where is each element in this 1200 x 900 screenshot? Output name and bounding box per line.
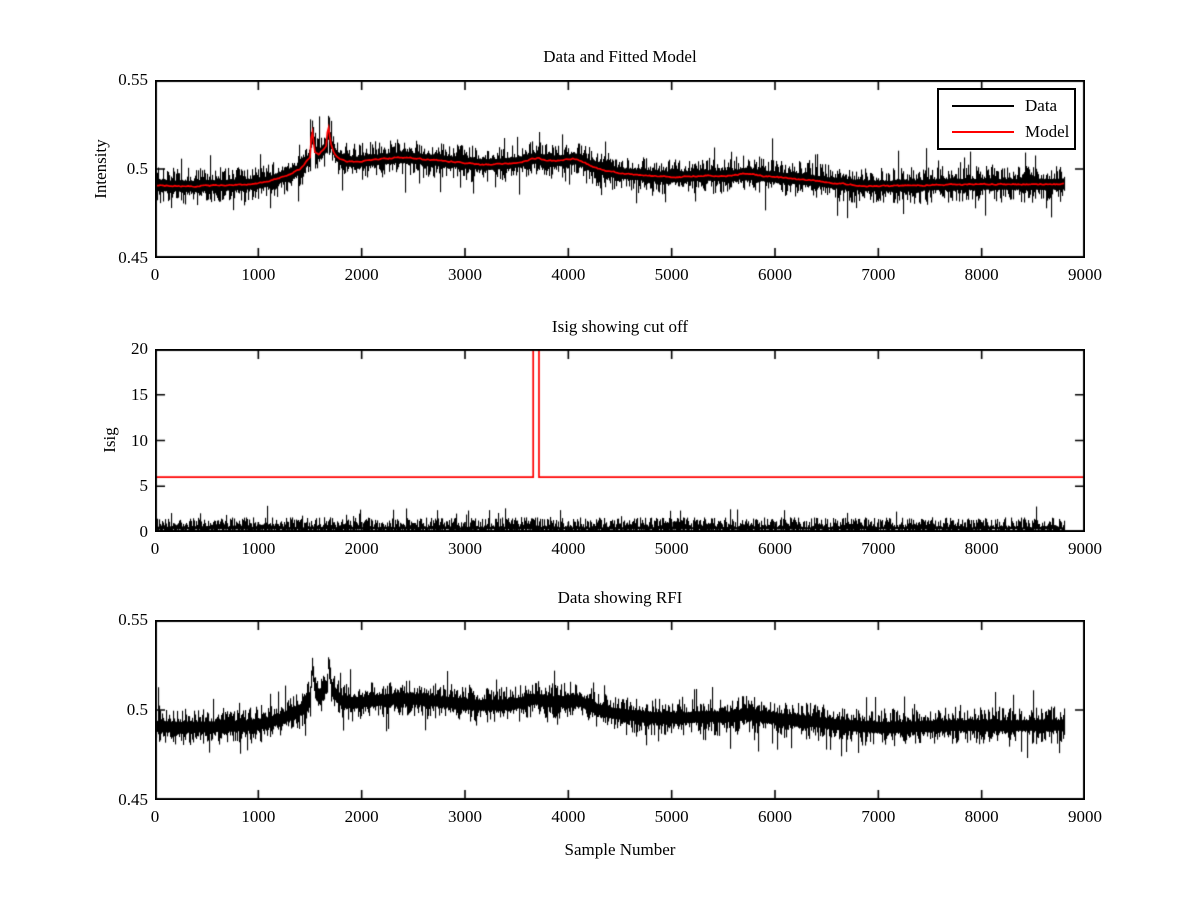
plot2-axes-canvas [155, 349, 1085, 532]
plot3-xlabel: Sample Number [564, 840, 676, 859]
plot2-title: Isig showing cut off [551, 317, 689, 336]
legend-row-model [939, 123, 1074, 141]
plot3-x-tick-label: 6000 [758, 807, 792, 826]
plot2-x-tick-label: 2000 [344, 539, 379, 558]
plot3-y-tick-label: 0.5 [126, 700, 148, 719]
plot1-x-tick-label: 7000 [861, 265, 896, 284]
plot3-axes-canvas [155, 620, 1085, 800]
plot1-x-tick-label: 2000 [344, 265, 379, 284]
plot3-y-tick-label: 0.55 [118, 610, 148, 629]
plot2-x-tick-label: 9000 [1068, 539, 1102, 558]
plot1-legend [937, 88, 1076, 150]
plot2-y-tick-label: 5 [139, 476, 148, 496]
plot1-y-tick-label: 0.55 [118, 70, 148, 89]
plot2-x-tick-label: 8000 [964, 539, 999, 558]
plot3-x-tick-label: 9000 [1068, 807, 1102, 826]
plot3-x-tick-label: 5000 [654, 807, 689, 826]
plot3-y-tick-label: 0.45 [118, 790, 148, 809]
plot2-x-tick-label: 4000 [551, 539, 586, 558]
plot3-x-tick-label: 1000 [241, 807, 276, 826]
plot1-x-tick-label: 3000 [448, 265, 482, 284]
plot3-x-tick-label: 3000 [448, 807, 482, 826]
plot2-x-tick-label: 0 [150, 539, 160, 558]
plot2-x-tick-label: 7000 [861, 539, 896, 558]
plot1-x-tick-label: 0 [150, 265, 160, 284]
legend-model-line-swatch [952, 131, 1014, 133]
plot3-title: Data showing RFI [557, 588, 683, 607]
plot2-x-tick-label: 3000 [448, 539, 482, 558]
plot1-x-tick-label: 9000 [1068, 265, 1102, 284]
plot3-x-tick-label: 0 [150, 807, 160, 826]
legend-data-label: Data [1025, 96, 1058, 116]
plot3-x-tick-label: 7000 [861, 807, 896, 826]
legend-row-data [939, 97, 1074, 115]
legend-data-line-swatch [952, 105, 1014, 107]
legend-model-label: Model [1025, 121, 1070, 141]
plot1-ylabel: Intensity [91, 139, 110, 199]
plot2-x-tick-label: 5000 [654, 539, 689, 558]
plot2-y-tick-label: 15 [131, 384, 148, 404]
plot2-ylabel: Isig [100, 427, 119, 453]
plot2-y-tick-label: 10 [131, 430, 148, 450]
plot1-x-tick-label: 4000 [551, 265, 586, 284]
plot3-x-tick-label: 8000 [964, 807, 999, 826]
plot1-x-tick-label: 1000 [241, 265, 276, 284]
plot1-title: Data and Fitted Model [543, 47, 697, 66]
plot2-x-tick-label: 1000 [241, 539, 276, 558]
plot1-x-tick-label: 6000 [758, 265, 792, 284]
plot2-y-tick-label: 0 [139, 522, 148, 541]
plot1-x-tick-label: 8000 [964, 265, 999, 284]
plot2-y-tick-label: 20 [131, 339, 148, 358]
plot2-x-tick-label: 6000 [758, 539, 792, 558]
plot1-x-tick-label: 5000 [654, 265, 689, 284]
plot1-y-tick-label: 0.45 [118, 248, 148, 267]
plot3-x-tick-label: 4000 [551, 807, 586, 826]
plot1-y-tick-label: 0.5 [126, 159, 148, 178]
plot3-x-tick-label: 2000 [344, 807, 379, 826]
